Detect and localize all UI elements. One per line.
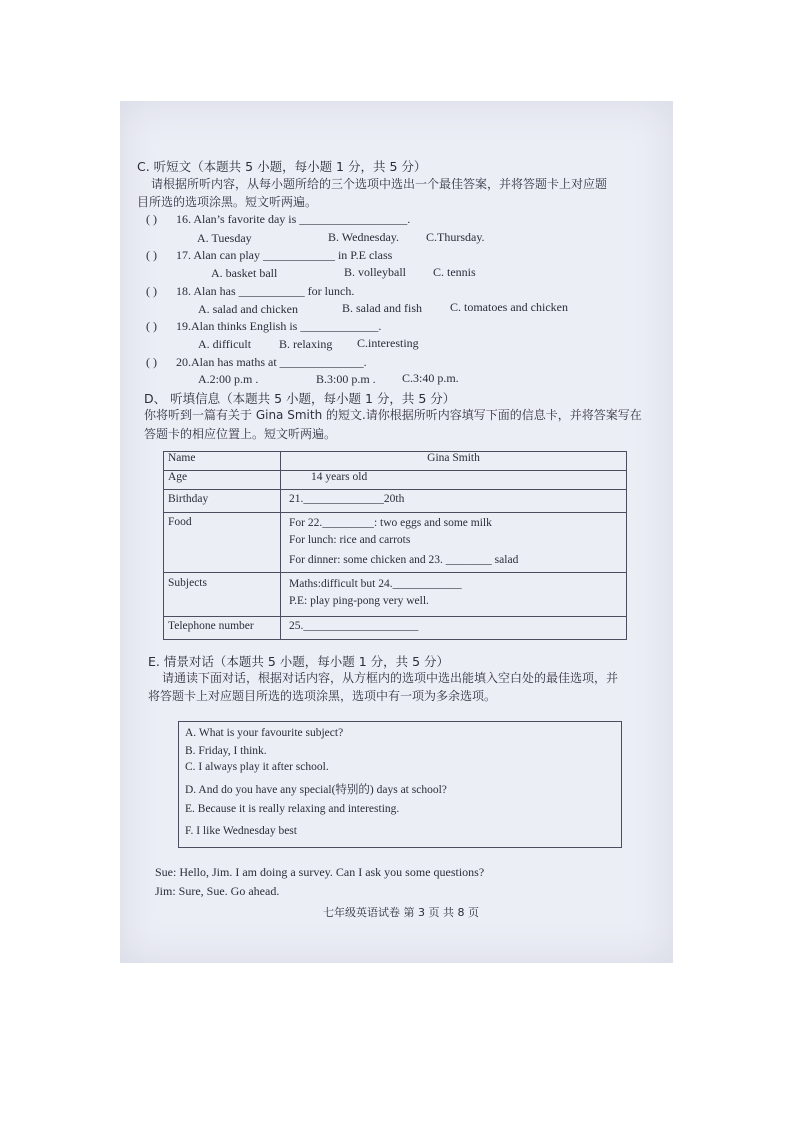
answer-paren-20: ( ) (146, 355, 157, 369)
answer-paren-19: ( ) (146, 319, 157, 333)
section-d-title: D、 听填信息（本题共 5 小题，每小题 1 分，共 5 分） (144, 391, 456, 406)
answer-paren-16: ( ) (146, 212, 157, 226)
section-c-instructions-line2: 目所选的选项涂黑。短文听两遍。 (137, 195, 318, 209)
q20-option-b: B.3:00 p.m . (316, 372, 376, 386)
subjects-label: Subjects (164, 573, 281, 617)
q16-option-a: A. Tuesday (197, 231, 252, 245)
page-footer: 七年级英语试卷 第 3 页 共 8 页 (323, 906, 479, 919)
option-f: F. I like Wednesday best (185, 825, 297, 837)
section-e-instructions-line1: 请通读下面对话，根据对话内容，从方框内的选项中选出能填入空白处的最佳选项，并 (162, 671, 619, 685)
subjects-line-maths: Maths:difficult but 24.____________ (289, 578, 462, 590)
food-line-dinner: For dinner: some chicken and 23. ________ salad (289, 554, 519, 566)
q18-option-b: B. salad and fish (342, 301, 422, 315)
section-e-instructions-line2: 将答题卡上对应题目所选的选项涂黑，选项中有一项为多余选项。 (148, 689, 497, 703)
table-row-age (164, 471, 627, 490)
table-row-subjects (164, 573, 627, 617)
q17-option-a: A. basket ball (211, 266, 278, 280)
table-row-birthday (164, 490, 627, 513)
q18-option-a: A. salad and chicken (198, 302, 298, 316)
q19-option-b: B. relaxing (279, 337, 333, 351)
dialogue-line-sue: Sue: Hello, Jim. I am doing a survey. Can I ask you some questions? (155, 865, 485, 879)
option-c: C. I always play it after school. (185, 761, 329, 773)
food-value (281, 513, 627, 573)
question-19: 19.Alan thinks English is _____________. (176, 319, 382, 333)
subjects-value (281, 573, 627, 617)
q20-option-a: A.2:00 p.m . (198, 372, 259, 386)
question-20: 20.Alan has maths at ______________. (176, 355, 367, 369)
telephone-label: Telephone number (164, 617, 281, 640)
answer-paren-18: ( ) (146, 284, 157, 298)
info-card-table (163, 451, 627, 640)
section-c-title: C. 听短文（本题共 5 小题，每小题 1 分，共 5 分） (137, 159, 427, 174)
table-row-name (164, 452, 627, 471)
option-e: E. Because it is really relaxing and interesting. (185, 803, 400, 815)
age-label: Age (164, 471, 281, 490)
option-d: D. And do you have any special(特别的) days at school? (185, 784, 447, 796)
section-d-instructions-line2: 答题卡的相应位置上。短文听两遍。 (144, 427, 337, 441)
section-c-instructions-line1: 请根据所听内容，从每小题所给的三个选项中选出一个最佳答案，并将答题卡上对应题 (151, 177, 608, 191)
table-row-telephone (164, 617, 627, 640)
question-18: 18. Alan has ___________ for lunch. (176, 284, 355, 298)
q18-option-c: C. tomatoes and chicken (450, 300, 568, 314)
section-d-instructions-line1: 你将听到一篇有关于 Gina Smith 的短文.请你根据所听内容填写下面的信息卡，并将答案写在 (144, 408, 642, 422)
q20-option-c: C.3:40 p.m. (402, 371, 459, 385)
dialogue-line-jim: Jim: Sure, Sue. Go ahead. (155, 884, 280, 898)
birthday-value: 21.______________20th (281, 490, 627, 513)
q19-option-c: C.interesting (357, 336, 419, 350)
q16-option-c: C.Thursday. (426, 230, 485, 244)
age-value: 14 years old (281, 471, 627, 490)
food-label: Food (164, 513, 281, 573)
telephone-value: 25.____________________ (281, 617, 627, 640)
subjects-line-pe: P.E: play ping-pong very well. (289, 595, 429, 607)
table-row-food (164, 513, 627, 573)
birthday-label: Birthday (164, 490, 281, 513)
q16-option-b: B. Wednesday. (328, 230, 400, 244)
option-a: A. What is your favourite subject? (185, 727, 344, 739)
name-value: Gina Smith (281, 452, 627, 471)
answer-paren-17: ( ) (146, 248, 157, 262)
section-e-title: E. 情景对话（本题共 5 小题，每小题 1 分，共 5 分） (148, 654, 450, 669)
question-16: 16. Alan’s favorite day is __________________. (176, 212, 411, 226)
option-b: B. Friday, I think. (185, 745, 267, 757)
food-line-lunch: For lunch: rice and carrots (289, 534, 411, 546)
food-line-breakfast: For 22._________: two eggs and some milk (289, 517, 492, 529)
name-label: Name (164, 452, 281, 471)
q19-option-a: A. difficult (198, 337, 252, 351)
question-17: 17. Alan can play ____________ in P.E class (176, 248, 393, 262)
q17-option-b: B. volleyball (344, 265, 406, 279)
q17-option-c: C. tennis (433, 265, 476, 279)
